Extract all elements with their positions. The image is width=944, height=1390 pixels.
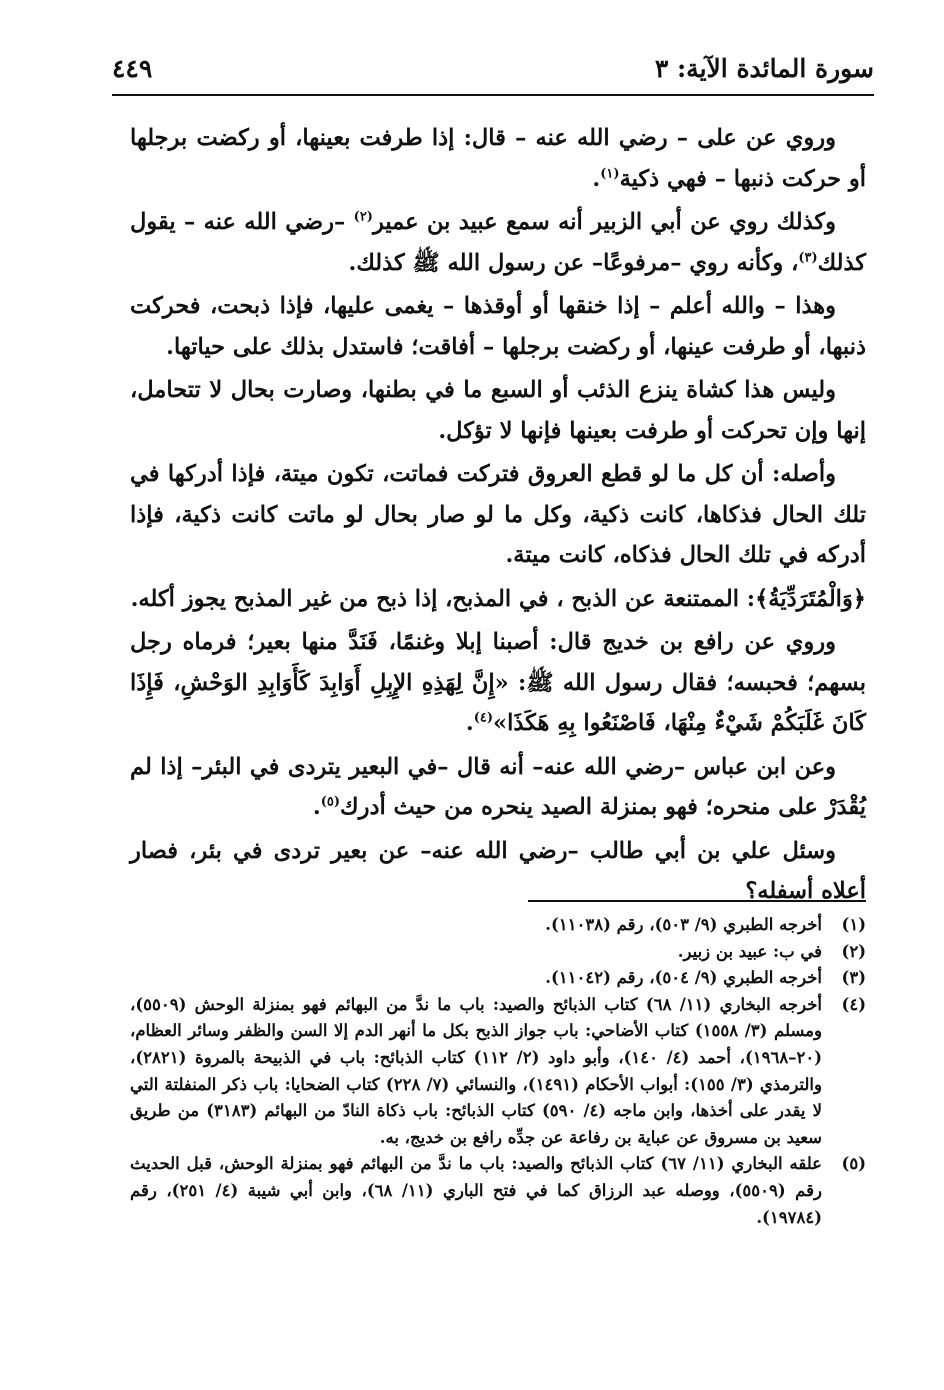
footnote-ref: (٤) bbox=[473, 710, 493, 726]
footnote-text: في ب: عبيد بن زبير. bbox=[677, 941, 822, 961]
footnote-number: (٣) bbox=[841, 968, 866, 988]
paragraph: وعن ابن عباس –رضي الله عنه– أنه قال –في البعير يتردى في البئر– إذا لم يُقْدَرْ على منحره؛ فهو بمنزلة الصيد ينحره من حيث أدرك$^{(٥)}$. bbox=[130, 753, 866, 820]
footnote-text: أخرجه البخاري (١١/ ٦٨) كتاب الذبائح والصيد: باب ما ندَّ من البهائم فهو بمنزلة الوحش (٥٥٠٩)، ومسلم (٣/ ١٥٥٨) كتاب الأضاحي: باب جواز الذبح بكل ما أنهر الدم إلا السن والظفر وسائر العظام، (٢٠–١٩٦٨)، أحمد (٤/ ١٤٠)، وأبو داود (٢/ ١١٢) كتاب الذبائح: باب في الذبيحة بالمروة (٢٨٢١)، والترمذي (٣/ ١٥٥): أبواب الأحكام (١٤٩١)، والنسائي (٧/ ٢٢٨) كتاب الضحايا: باب ذكر المنفلتة التي لا يقدر على أخذها، وابن ماجه (٤/ ٥٩٠) كتاب الذبائح: باب ذكاة النادّ من البهائم (٣١٨٣) من طريق سعيد بن مسروق عن عباية بن رفاعة عن جدِّه رافع بن خديج، به. bbox=[130, 994, 823, 1147]
footnote bbox=[130, 912, 866, 939]
footnote-number: (٤) bbox=[841, 994, 866, 1014]
footnote-ref: (٥) bbox=[320, 794, 341, 810]
paragraph: وروي عن على – رضي الله عنه – قال: إذا طرفت بعينها، أو ركضت برجلها أو حركت ذنبها – فهي ذكية$^{(١)}$. bbox=[130, 125, 866, 192]
paragraph: وليس هذا كشاة ينزع الذئب أو السبع ما في بطنها، وصارت بحال لا تتحامل، إنها وإن تحركت أو طرفت بعينها فإنها لا تؤكل. bbox=[130, 377, 866, 444]
footnote-text: أخرجه الطبري (٩/ ٥٠٤)، رقم (١١٠٤٢). bbox=[545, 968, 822, 988]
footnote-number: (٥) bbox=[841, 1154, 866, 1174]
footnote bbox=[130, 1151, 866, 1231]
footnote-number: (١) bbox=[841, 915, 866, 934]
paragraph: وروي عن رافع بن خديج قال: أصبنا إبلا وغنمًا، فَنَدَّ منها بعير؛ فرماه رجل بسهم؛ فحبسه؛ فقال رسول الله ﷺ: «إِنَّ لِهَذِهِ الإِبِلِ أَوَابِدَ كَأَوَابِدِ الوَحْشِ، فَإِذَا كَانَ غَلَبَكُمْ شَيْءٌ مِنْهَا، فَاصْنَعُوا بِهِ هَكَذَا»$^{(٤)}$. bbox=[130, 629, 866, 736]
footnotes bbox=[130, 912, 866, 1231]
paragraph: ﴿وَالْمُتَرَدِّيَةُ﴾: الممتنعة عن الذبح ، في المذبح، إذا ذبح من غير المذبح يجوز أكله. bbox=[130, 585, 866, 612]
paragraph: وأصله: أن كل ما لو قطع العروق فتركت فماتت، تكون ميتة، فإذا أدركها في تلك الحال فذكاها، كانت ذكية، وكل ما لو صار بحال لو ماتت كانت ذكية، فإذا أدركه في تلك الحال فذكاه، كانت ميتة. bbox=[130, 461, 866, 568]
footnote-number: (٢) bbox=[841, 941, 866, 961]
footnote bbox=[130, 965, 866, 992]
paragraph: وكذلك روي عن أبي الزبير أنه سمع عبيد بن عمير$^{(٢)}$ –رضي الله عنه – يقول كذلك$^{(٣)}$، وكأنه روي –مرفوعًا– عن رسول الله ﷺ كذلك. bbox=[130, 209, 866, 276]
footnote-ref: (٢) bbox=[353, 209, 373, 225]
footnote bbox=[130, 992, 866, 1152]
footnote-divider bbox=[528, 900, 866, 902]
footnote bbox=[130, 939, 866, 966]
footnote-ref: (١) bbox=[600, 166, 620, 181]
page-number: ٤٤٩ bbox=[112, 54, 153, 83]
footnote-text: علقه البخاري (١١/ ٦٧) كتاب الذبائح والصيد: باب ما ندَّ من البهائم فهو بمنزلة الوحش، قبل الحديث رقم (٥٥٠٩)، ووصله عبد الرزاق كما في فتح الباري (١١/ ٦٨)، وابن أبي شيبة (٤/ ٢٥١)، رقم (١٩٧٨٤). bbox=[130, 1154, 823, 1227]
page-header bbox=[112, 48, 874, 96]
paragraph: وهذا – والله أعلم – إذا خنقها أو أوقذها – يغمى عليها، فإذا ذبحت، فحركت ذنبها، أو طرفت عينها، أو ركضت برجلها – أفاقت؛ فاستدل بذلك على حياتها. bbox=[130, 293, 866, 360]
main-text bbox=[130, 118, 866, 915]
surah-title: سورة المائدة الآية: ٣ bbox=[654, 54, 874, 83]
paragraph: وسئل علي بن أبي طالب –رضي الله عنه– عن بعير تردى في بئر، فصار أعلاه أسفله؟ bbox=[130, 837, 866, 904]
footnote-ref: (٣) bbox=[798, 250, 818, 265]
footnote-text: أخرجه الطبري (٩/ ٥٠٣)، رقم (١١٠٣٨). bbox=[545, 915, 822, 934]
